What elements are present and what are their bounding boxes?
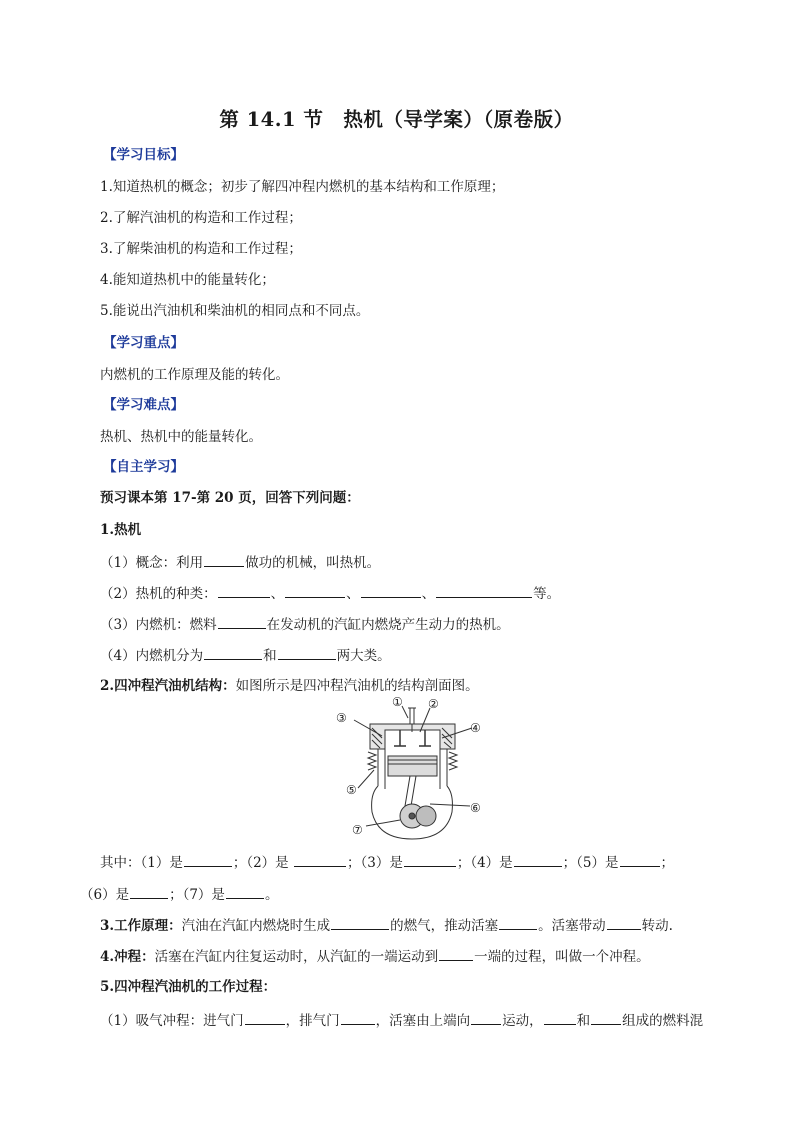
left-spring [368, 752, 376, 770]
page-title: 第 14.1 节 热机（导学案）（原卷版） [219, 108, 574, 131]
answer-blank[interactable] [218, 614, 266, 629]
q3-title: 3.工作原理： [100, 918, 182, 934]
preview-instruction: 预习课本第 17-第 20 页，回答下列问题： [100, 490, 360, 506]
diagram-label-1: ① [392, 695, 403, 709]
answer-blank[interactable] [341, 1010, 375, 1025]
answer-blank[interactable] [294, 852, 346, 867]
q1-types-label: （2）热机的种类： [100, 586, 217, 602]
self-study-heading: 【自主学习】 [103, 459, 184, 475]
goal-item-1: 1.知道热机的概念；初步了解四冲程内燃机的基本结构和工作原理； [100, 179, 505, 195]
q5-text-b: ，排气门 [285, 1013, 340, 1029]
diagram-label-3: ③ [336, 711, 347, 725]
q1-classes-tail: 两大类。 [336, 648, 391, 664]
leader-line-6 [430, 804, 470, 806]
piston [388, 756, 437, 776]
answer-blank[interactable] [204, 552, 244, 567]
parts-identification-line-2 [80, 884, 278, 904]
goal-item-4: 4.能知道热机中的能量转化； [100, 272, 275, 288]
q1-concept-label: （1）概念：利用 [100, 555, 204, 571]
q5-title: 5.四冲程汽油机的工作过程： [100, 979, 277, 995]
q1-concept-tail: 做功的机械，叫热机。 [245, 555, 381, 571]
goals-heading: 【学习目标】 [103, 147, 184, 163]
q3-text-d: 转动. [641, 918, 673, 934]
parts-label-2: ；（2）是 [232, 855, 289, 871]
parts-label-3: ；（3）是 [346, 855, 403, 871]
answer-blank[interactable] [514, 852, 562, 867]
crank-pin [409, 813, 415, 819]
answer-blank[interactable] [499, 915, 537, 930]
separator: 、 [346, 586, 360, 602]
difficult-points-heading: 【学习难点】 [103, 397, 184, 413]
q2-line [100, 677, 479, 695]
answer-blank[interactable] [204, 645, 262, 660]
separator: 、 [421, 586, 436, 602]
q5-text-c: ，活塞由上端向 [375, 1013, 471, 1029]
goal-item-3: 3.了解柴油机的构造和工作过程； [100, 241, 302, 257]
q1-concept-line [100, 552, 380, 572]
q4-title: 4.冲程： [100, 949, 155, 965]
q1-types-tail: 等。 [533, 586, 561, 602]
leader-line-1 [402, 706, 408, 718]
q5-text-e: 和 [576, 1013, 591, 1029]
q4-text-b: 一端的过程，叫做一个冲程。 [474, 949, 650, 965]
parts-label-1: 其中：（1）是 [100, 855, 183, 871]
leader-line-7 [366, 820, 400, 826]
diagram-label-2: ② [428, 697, 439, 711]
answer-blank[interactable] [471, 1010, 501, 1025]
engine-cross-section-diagram [330, 694, 495, 842]
key-points-text: 内燃机的工作原理及能的转化。 [100, 367, 289, 383]
diagram-label-6: ⑥ [470, 801, 481, 815]
parts-identification-line [100, 852, 674, 872]
answer-blank[interactable] [218, 583, 270, 598]
answer-blank[interactable] [404, 852, 456, 867]
q5-intake-line [100, 1010, 703, 1030]
diagram-label-7: ⑦ [352, 823, 363, 837]
q3-text-a: 汽油在汽缸内燃烧时生成 [181, 918, 331, 934]
answer-blank[interactable] [361, 583, 421, 598]
q4-line [100, 946, 650, 966]
parts-label-5: ；（5）是 [562, 855, 619, 871]
q1-ice-line [100, 614, 510, 634]
q4-text-a: 活塞在汽缸内往复运动时，从汽缸的一端运动到 [154, 949, 439, 965]
diagram-label-5: ⑤ [346, 783, 357, 797]
parts-line-end: ； [660, 855, 675, 871]
difficult-points-text: 热机、热机中的能量转化。 [100, 429, 262, 445]
right-spring [449, 752, 457, 770]
key-points-heading: 【学习重点】 [103, 335, 184, 351]
answer-blank[interactable] [285, 583, 345, 598]
q5-text-a: （1）吸气冲程：进气门 [100, 1013, 244, 1029]
separator: 、 [270, 586, 285, 602]
answer-blank[interactable] [184, 852, 232, 867]
answer-blank[interactable] [226, 884, 264, 899]
q1-classes-line [100, 645, 391, 665]
parts-label-4: ；（4）是 [456, 855, 513, 871]
diagram-label-4: ④ [470, 721, 481, 735]
q3-text-c: 。活塞带动 [538, 918, 606, 934]
intake-valve [394, 730, 406, 746]
answer-blank[interactable] [591, 1010, 621, 1025]
goal-item-2: 2.了解汽油机的构造和工作过程； [100, 210, 302, 226]
answer-blank[interactable] [278, 645, 336, 660]
q1-classes-label: （4）内燃机分为 [100, 648, 204, 664]
goal-item-5: 5.能说出汽油机和柴油机的相同点和不同点。 [100, 303, 370, 319]
answer-blank[interactable] [620, 852, 660, 867]
parts-label-6: （6）是 [80, 887, 130, 903]
leader-line-5 [358, 770, 374, 788]
answer-blank[interactable] [436, 583, 532, 598]
answer-blank[interactable] [607, 915, 641, 930]
q1-types-line [100, 583, 560, 603]
answer-blank[interactable] [245, 1010, 285, 1025]
parts-label-7: ；（7）是 [169, 887, 225, 903]
q3-text-b: 的燃气，推动活塞 [390, 918, 499, 934]
q5-text-d: 运动， [502, 1013, 543, 1029]
q1-ice-label: （3）内燃机：燃料 [100, 617, 217, 633]
q1-ice-tail: 在发动机的汽缸内燃烧产生动力的热机。 [266, 617, 510, 633]
answer-blank[interactable] [439, 946, 473, 961]
engine-diagram-svg [330, 694, 495, 842]
answer-blank[interactable] [544, 1010, 576, 1025]
exhaust-valve [419, 730, 431, 746]
parts-final: 。 [264, 887, 279, 903]
q2-text: 如图所示是四冲程汽油机的结构剖面图。 [235, 678, 479, 694]
q1-classes-and: 和 [263, 648, 277, 664]
answer-blank[interactable] [331, 915, 389, 930]
crank-counterweight [416, 806, 436, 826]
q3-line [100, 915, 673, 935]
answer-blank[interactable] [130, 884, 168, 899]
q2-title: 2.四冲程汽油机结构： [100, 678, 236, 694]
q1-title: 1.热机 [100, 522, 142, 538]
q5-text-f: 组成的燃料混 [622, 1013, 704, 1029]
